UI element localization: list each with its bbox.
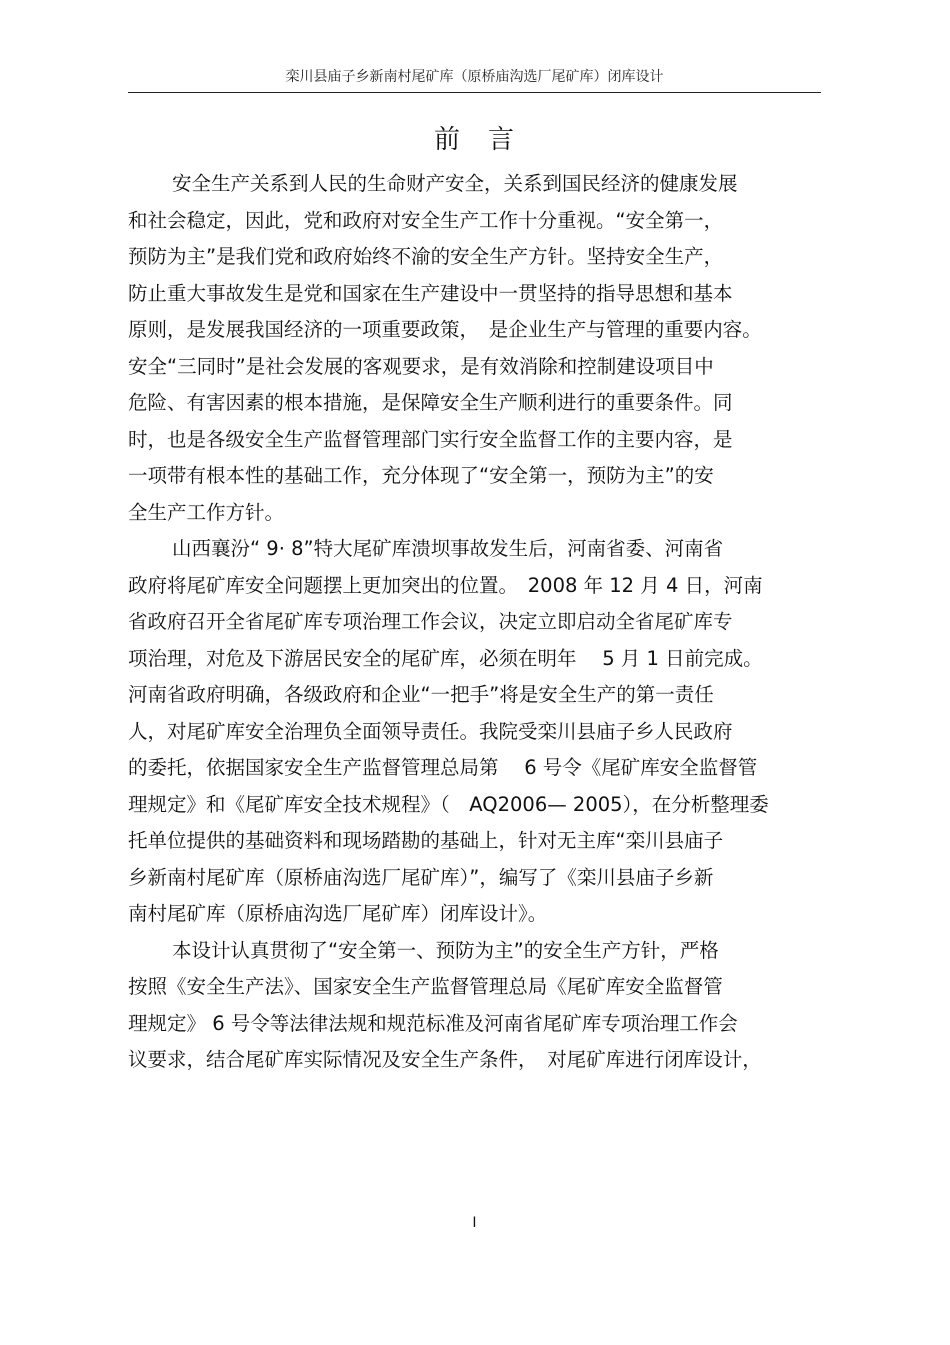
text-line: 南村尾矿库（原桥庙沟选厂尾矿库）闭库设计》。 xyxy=(128,902,548,925)
text-line: 本设计认真贯彻了“安全第一、预防为主”的安全生产方针，严格 xyxy=(172,938,719,962)
text-line: 防止重大事故发生是党和国家在生产建设中一贯坚持的指导思想和基本 xyxy=(128,281,733,305)
text-line: 山西襄汾“ 9· 8”特大尾矿库溃坝事故发生后，河南省委、河南省 xyxy=(172,537,724,560)
text-line: 原则，是发展我国经济的一项重要政策， 是企业生产与管理的重要内容。 xyxy=(128,318,762,341)
text-line: 按照《安全生产法》、国家安全生产监督管理总局《尾矿库安全监督管 xyxy=(128,975,723,998)
text-line: 人，对尾矿库安全治理负全面领导责任。我院受栾川县庙子乡人民政府 xyxy=(128,719,733,743)
text-line: 理规定》 6 号令等法律法规和规范标准及河南省尾矿库专项治理工作会 xyxy=(128,1011,738,1035)
text-line: 议要求，结合尾矿库实际情况及安全生产条件， 对尾矿库进行闭库设计， xyxy=(128,1048,762,1071)
page-number: I xyxy=(472,1215,477,1231)
page-title: 前 言 xyxy=(433,125,515,155)
paragraph-2 xyxy=(128,531,828,933)
paragraph-1 xyxy=(128,166,828,531)
text-line: 安全生产关系到人民的生命财产安全，关系到国民经济的健康发展 xyxy=(172,172,738,195)
text-line: 危险、有害因素的根本措施，是保障安全生产顺利进行的重要条件。同 xyxy=(128,391,733,414)
header-rule xyxy=(128,92,821,93)
paragraph-3 xyxy=(128,933,828,1079)
text-line: 和社会稳定，因此，党和政府对安全生产工作十分重视。“安全第一， xyxy=(128,208,724,232)
text-line: 项治理，对危及下游居民安全的尾矿库，必须在明年 5 月 1 日前完成。 xyxy=(128,646,763,670)
text-line: 一项带有根本性的基础工作，充分体现了“安全第一，预防为主”的安 xyxy=(128,464,714,487)
text-line: 理规定》和《尾矿库安全技术规程》（ AQ2006— 2005），在分析整理委 xyxy=(128,792,769,816)
text-line: 省政府召开全省尾矿库专项治理工作会议，决定立即启动全省尾矿库专 xyxy=(128,610,733,633)
text-line: 河南省政府明确，各级政府和企业“一把手”将是安全生产的第一责任 xyxy=(128,683,714,706)
text-line: 全生产工作方针。 xyxy=(128,500,285,524)
text-line: 托单位提供的基础资料和现场踏勘的基础上，针对无主库“栾川县庙子 xyxy=(128,829,724,852)
text-line: 政府将尾矿库安全问题摆上更加突出的位置。 2008 年 12 月 4 日，河南 xyxy=(128,573,763,597)
text-line: 时，也是各级安全生产监督管理部门实行安全监督工作的主要内容，是 xyxy=(128,427,733,451)
text-line: 的委托，依据国家安全生产监督管理总局第 6 号令《尾矿库安全监督管 xyxy=(128,756,758,779)
running-header: 栾川县庙子乡新南村尾矿库（原桥庙沟选厂尾矿库）闭库设计 xyxy=(285,69,664,85)
text-line: 乡新南村尾矿库（原桥庙沟选厂尾矿库）”，编写了《栾川县庙子乡新 xyxy=(128,865,714,889)
text-line: 安全“三同时”是社会发展的客观要求，是有效消除和控制建设项目中 xyxy=(128,354,714,378)
body-text xyxy=(128,166,828,1079)
text-line: 预防为主”是我们党和政府始终不渝的安全生产方针。坚持安全生产， xyxy=(128,245,724,268)
